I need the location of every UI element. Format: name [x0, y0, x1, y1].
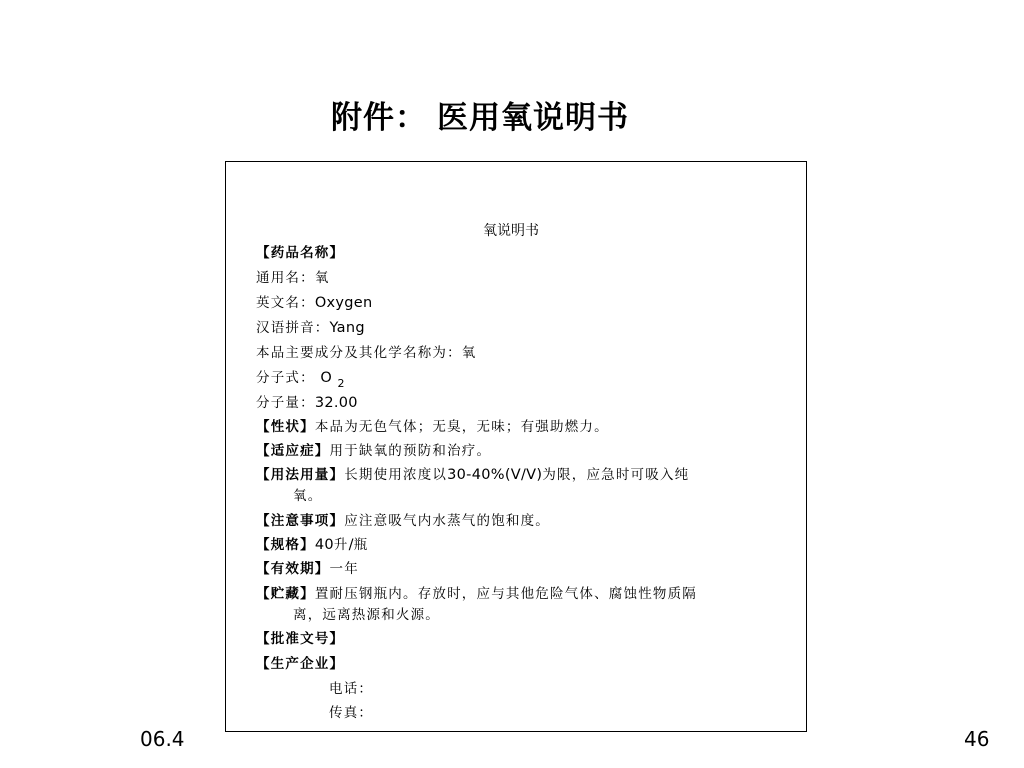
- pinyin-value: Yang: [329, 320, 365, 336]
- english-name-label: 英文名：: [256, 295, 315, 311]
- drug-name-section: 【药品名称】: [256, 245, 345, 261]
- dosage-text-a: 长期使用浓度以: [344, 467, 448, 483]
- precautions-label: 【注意事项】: [256, 513, 345, 529]
- spec-line: [256, 535, 368, 555]
- validity-label: 【有效期】: [256, 561, 330, 577]
- manufacturer-section: 【生产企业】: [256, 656, 345, 672]
- approval-section: 【批准文号】: [256, 631, 345, 647]
- generic-name-line: [256, 268, 330, 288]
- page-number: 46: [964, 727, 990, 751]
- indications-text: 用于缺氧的预防和治疗。: [329, 443, 492, 459]
- properties-line: [256, 417, 609, 437]
- slide-title-prefix: 附件：: [331, 100, 427, 136]
- storage-label: 【贮藏】: [256, 586, 315, 602]
- formula-label: 分子式：: [256, 370, 315, 386]
- spec-number: 40: [314, 537, 334, 553]
- storage-text-a: 置耐压钢瓶内。存放时，应与其他危险气体、腐蚀性物质隔: [314, 586, 698, 602]
- pinyin-label: 汉语拼音：: [256, 320, 330, 336]
- generic-name-label: 通用名：: [256, 270, 315, 286]
- slide-title-main: 医用氧说明书: [437, 100, 629, 136]
- slide-title: [0, 92, 960, 137]
- footer-date: 06.4: [140, 727, 185, 751]
- dosage-line: [256, 465, 689, 485]
- dosage-label: 【用法用量】: [256, 467, 345, 483]
- molecular-weight-label: 分子量：: [256, 395, 315, 411]
- precautions-text: 应注意吸气内水蒸气的饱和度。: [344, 513, 551, 529]
- spec-label: 【规格】: [256, 537, 315, 553]
- generic-name-value: 氧: [314, 270, 330, 286]
- pinyin-line: [256, 318, 365, 338]
- english-name-line: [256, 293, 373, 313]
- validity-line: [256, 559, 359, 579]
- formula-line: [256, 368, 345, 389]
- storage-line-continued: 离，远离热源和火源。: [293, 607, 440, 623]
- molecular-weight-value: 32.00: [314, 395, 358, 411]
- properties-text: 本品为无色气体；无臭，无味；有强助燃力。: [314, 419, 609, 435]
- main-component-line: 本品主要成分及其化学名称为：氧: [256, 345, 477, 361]
- fax-line: 传真：: [329, 705, 374, 721]
- properties-label: 【性状】: [256, 419, 315, 435]
- spec-container: 瓶: [353, 537, 369, 553]
- molecular-weight-line: [256, 393, 358, 413]
- formula-element: O: [320, 370, 333, 386]
- dosage-line-continued: 氧。: [293, 488, 323, 504]
- phone-line: 电话：: [329, 681, 374, 697]
- storage-line: [256, 584, 697, 604]
- indications-line: [256, 441, 491, 461]
- document-heading: 氧说明书: [483, 223, 539, 239]
- spec-slash: /: [348, 537, 354, 553]
- formula-subscript: 2: [337, 377, 345, 390]
- precautions-line: [256, 511, 550, 531]
- indications-label: 【适应症】: [256, 443, 330, 459]
- dosage-text-b: 为限，应急时可吸入纯: [542, 467, 690, 483]
- english-name-value: Oxygen: [314, 295, 373, 311]
- validity-text: 一年: [329, 561, 359, 577]
- dosage-value: 30-40%(V/V): [447, 467, 543, 483]
- spec-unit: 升: [333, 537, 349, 553]
